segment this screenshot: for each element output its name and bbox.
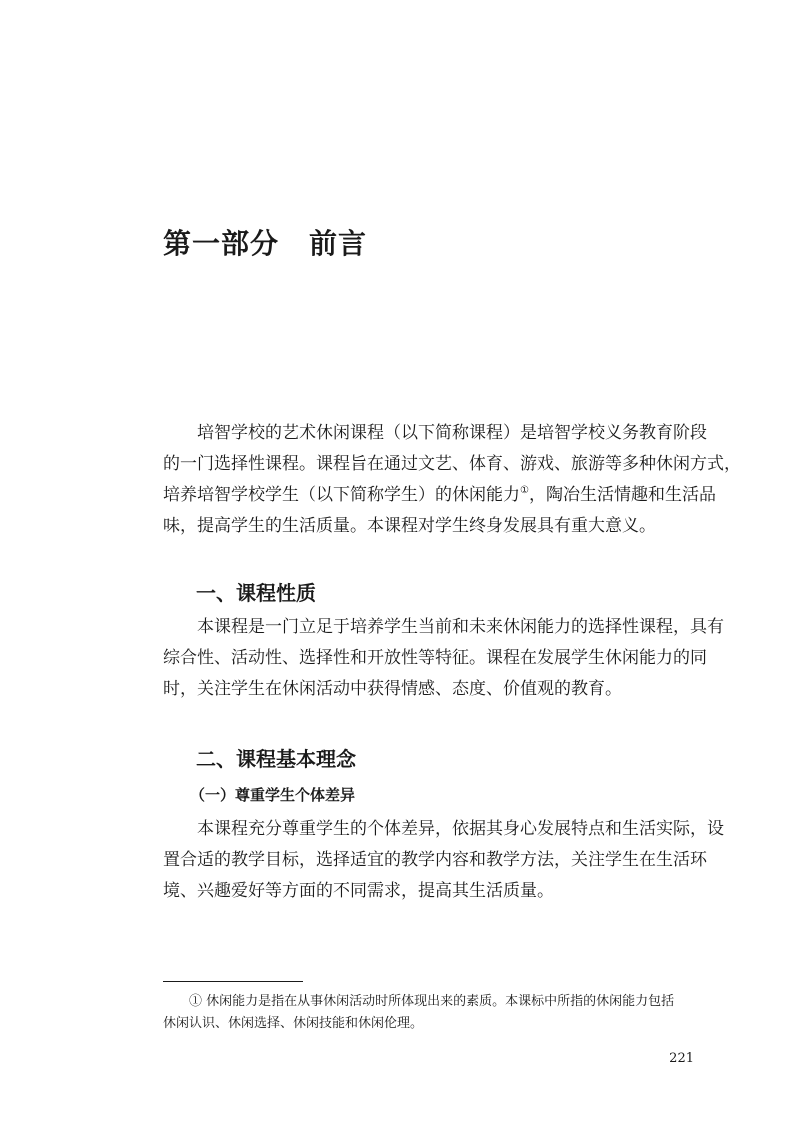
- intro-line-1: 培智学校的艺术休闲课程（以下简称课程）是培智学校义务教育阶段: [197, 423, 707, 443]
- footnote-marker: ①: [520, 485, 529, 496]
- section1-paragraph: [163, 612, 724, 705]
- section1-line-2: 综合性、活动性、选择性和开放性等特征。课程在发展学生休闲能力的同: [163, 648, 707, 668]
- section2-paragraph: [163, 814, 724, 907]
- footnote-divider: [163, 981, 303, 982]
- intro-line-4: 味，提高学生的生活质量。本课程对学生终身发展具有重大意义。: [163, 516, 656, 536]
- section1-line-1: 本课程是一门立足于培养学生当前和未来休闲能力的选择性课程，具有: [197, 617, 724, 637]
- part-title: [163, 222, 367, 266]
- footnote: [163, 991, 695, 1035]
- intro-line-3b: ，陶冶生活情趣和生活品: [528, 485, 716, 505]
- section2-line-1: 本课程充分尊重学生的个体差异，依据其身心发展特点和生活实际，设: [197, 819, 724, 839]
- section1-line-3: 时，关注学生在休闲活动中获得情感、态度、价值观的教育。: [163, 679, 622, 699]
- part-title-number: 第一部分: [163, 227, 280, 260]
- section2-heading: 二、课程基本理念: [196, 747, 356, 771]
- section2-line-3: 境、兴趣爱好等方面的不同需求，提高其生活质量。: [163, 881, 554, 901]
- intro-line-3: [163, 480, 716, 511]
- page-number: 221: [669, 1051, 694, 1066]
- footnote-line-2: 休闲认识、休闲选择、休闲技能和休闲伦理。: [163, 1016, 424, 1031]
- part-title-name: 前言: [309, 227, 368, 260]
- intro-paragraph: [163, 418, 741, 542]
- section2-line-2: 置合适的教学目标，选择适宜的教学内容和教学方法，关注学生在生活环: [163, 850, 707, 870]
- section1-heading: 一、课程性质: [196, 581, 316, 605]
- intro-line-2: 的一门选择性课程。课程旨在通过文艺、体育、游戏、旅游等多种休闲方式，: [163, 454, 741, 474]
- intro-line-3a: 培养培智学校学生（以下简称学生）的休闲能力: [163, 485, 520, 505]
- footnote-line-1: ① 休闲能力是指在从事休闲活动时所体现出来的素质。本课标中所指的休闲能力包括: [189, 994, 675, 1009]
- section2-subheading: （一）尊重学生个体差异: [190, 786, 356, 804]
